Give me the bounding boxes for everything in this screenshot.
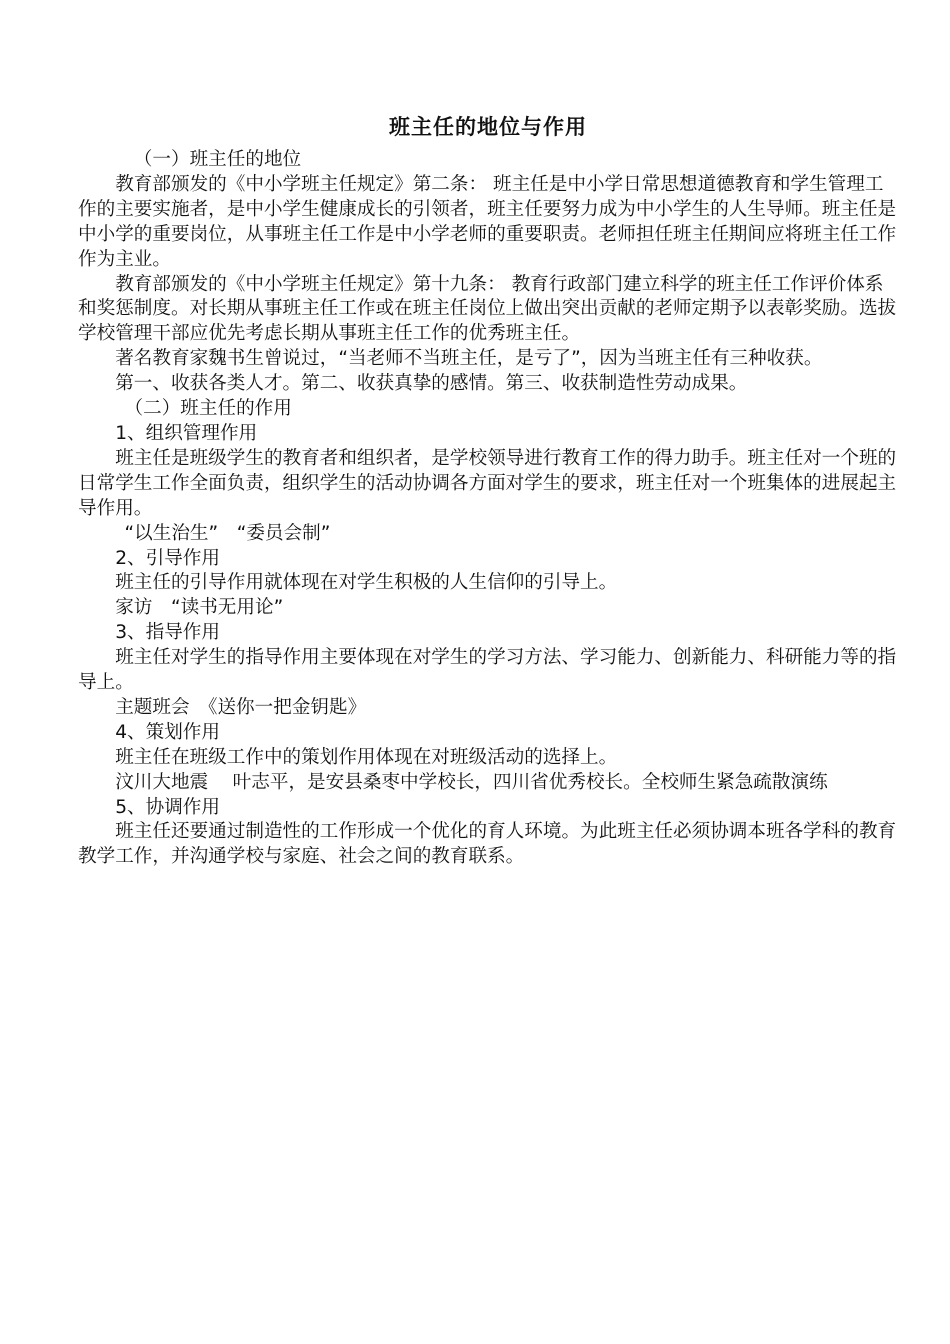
paragraph: 5、协调作用 <box>115 796 220 818</box>
paragraph: 3、指导作用 <box>115 622 220 644</box>
paragraph: 2、引导作用 <box>115 547 220 569</box>
paragraph: （一）班主任的地位 <box>133 149 302 170</box>
document-page <box>78 112 898 870</box>
paragraph: 教育部颁发的《中小学班主任规定》第十九条： 教育行政部门建立科学的班主任工作评价体系和奖惩制度。对长期从事班主任工作或在班主任岗位上做出突出贡献的老师定期予以表彰奖励。选拔学校管理干部应优先考虑长期从事班主任工作的优秀班主任。 <box>78 273 897 345</box>
paragraph: 著名教育家魏书生曾说过，“当老师不当班主任，是亏了”，因为当班主任有三种收获。 <box>115 348 823 370</box>
paragraph: 主题班会 《送你一把金钥匙》 <box>115 696 367 718</box>
paragraph: 汶川大地震 叶志平，是安县桑枣中学校长，四川省优秀校长。全校师生紧急疏散演练 <box>115 771 828 793</box>
document-title: 班主任的地位与作用 <box>389 114 587 139</box>
paragraph: 教育部颁发的《中小学班主任规定》第二条： 班主任是中小学日常思想道德教育和学生管理工作的主要实施者，是中小学生健康成长的引领者，班主任要努力成为中小学生的人生导师。班主任是中小学的重要岗位，从事班主任工作是中小学老师的重要职责。老师担任班主任期间应将班主任工作作为主业。 <box>78 173 897 270</box>
paragraph: “以生治生” “委员会制” <box>124 522 331 544</box>
paragraph: 4、策划作用 <box>115 721 220 743</box>
paragraph: 1、组织管理作用 <box>115 422 258 444</box>
paragraph: 班主任的引导作用就体现在对学生积极的人生信仰的引导上。 <box>115 572 618 594</box>
paragraph: （二）班主任的作用 <box>124 398 292 420</box>
paragraph: 第一、收获各类人才。第二、收获真挚的感情。第三、收获制造性劳动成果。 <box>115 373 748 395</box>
paragraph: 班主任是班级学生的教育者和组织者，是学校领导进行教育工作的得力助手。班主任对一个班的日常学生工作全面负责，组织学生的活动协调各方面对学生的要求，班主任对一个班集体的进展起主导作用。 <box>78 447 897 519</box>
paragraph: 班主任在班级工作中的策划作用体现在对班级活动的选择上。 <box>115 746 618 768</box>
document-body <box>78 148 898 870</box>
paragraph: 班主任对学生的指导作用主要体现在对学生的学习方法、学习能力、创新能力、科研能力等的指导上。 <box>78 647 897 694</box>
paragraph: 班主任还要通过制造性的工作形成一个优化的育人环境。为此班主任必须协调本班各学科的教育教学工作，并沟通学校与家庭、社会之间的教育联系。 <box>78 821 897 868</box>
paragraph: 家访 “读书无用论” <box>115 597 284 619</box>
